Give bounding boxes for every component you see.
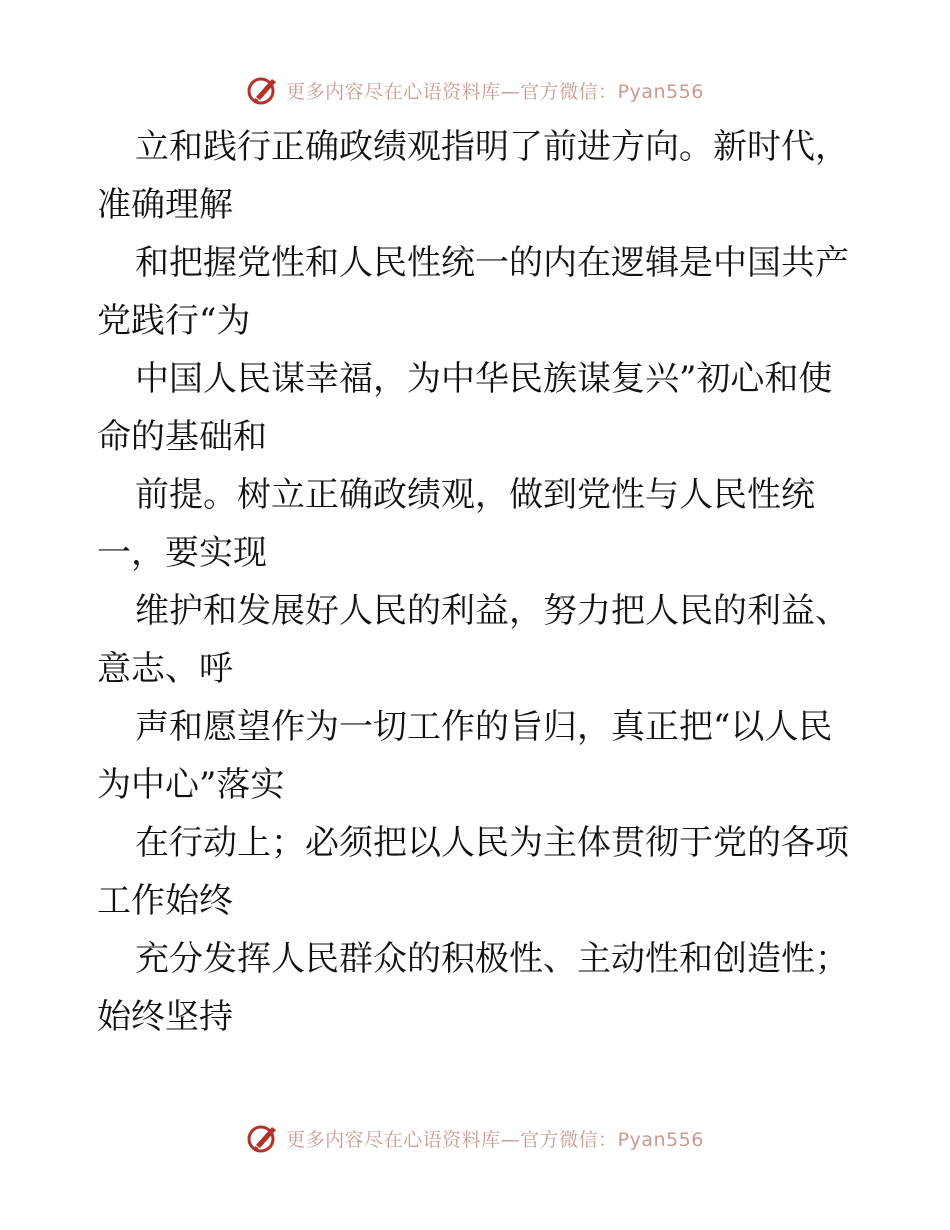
footer-watermark <box>0 1118 950 1158</box>
text-line: 声和愿望作为一切工作的旨归，真正把“以人民 <box>135 707 833 747</box>
text-line: 命的基础和 <box>97 417 267 457</box>
footer-watermark-text: 更多内容尽在心语资料库—官方微信：Pyan556 <box>286 1128 704 1151</box>
text-line: 为中心”落实 <box>97 765 285 805</box>
text-line: 和把握党性和人民性统一的内在逻辑是中国共产 <box>135 243 849 283</box>
header-watermark-text: 更多内容尽在心语资料库—官方微信：Pyan556 <box>286 80 704 103</box>
text-line: 党践行“为 <box>97 301 251 341</box>
text-line: 在行动上；必须把以人民为主体贯彻于党的各项 <box>135 823 849 863</box>
text-line: 中国人民谋幸福，为中华民族谋复兴”初心和使 <box>135 359 833 399</box>
text-line: 准确理解 <box>97 185 233 225</box>
text-line: 前提。树立正确政绩观，做到党性与人民性统 <box>135 475 815 515</box>
pen-logo-icon <box>246 73 280 107</box>
text-line: 工作始终 <box>97 881 233 921</box>
body-text <box>97 118 877 1046</box>
text-line: 一，要实现 <box>97 533 267 573</box>
pen-logo-icon <box>246 1121 280 1155</box>
text-line: 始终坚持 <box>97 997 233 1037</box>
text-line: 意志、呼 <box>97 649 233 689</box>
text-line: 维护和发展好人民的利益，努力把人民的利益、 <box>135 591 849 631</box>
text-line: 充分发挥人民群众的积极性、主动性和创造性； <box>135 939 849 979</box>
text-line: 立和践行正确政绩观指明了前进方向。新时代， <box>135 127 849 167</box>
header-watermark <box>0 70 950 110</box>
